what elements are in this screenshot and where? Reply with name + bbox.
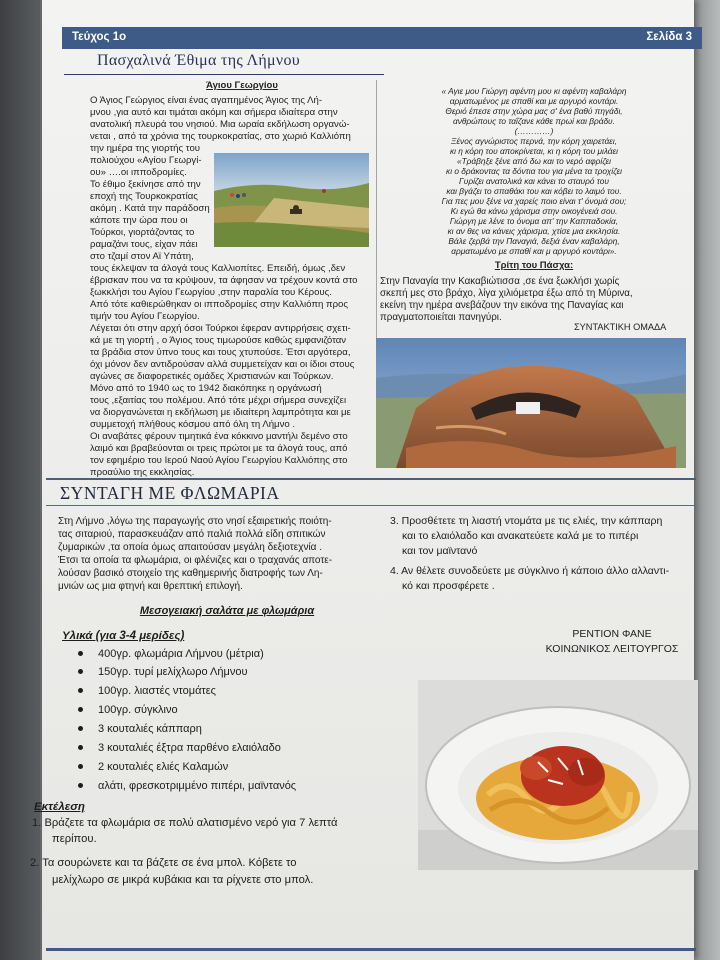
poem-line: Βάλε ζερβά την Παναγιά, δεξιά έναν καβαλάρη,: [448, 236, 620, 246]
para-line: Από τότε καθιερώθηκαν οι ιπποδρομίες στην Καλλιόπη προς: [90, 299, 348, 310]
para-line: τους ,εξαιτίας του πολέμου. Από τότε μέχρι σήμερα συνεχίζει: [90, 395, 347, 406]
background-desk-left: [0, 0, 40, 960]
para-line: Το έθιμο ξεκίνησε από την: [90, 179, 201, 190]
para-line: τα βράδια στον ύπνο τους και τους χτυπούσε. Έτσι αργότερα,: [90, 347, 351, 358]
ingredient-text: 100γρ. σύγκλινο: [98, 704, 178, 716]
intro-line: Έτσι τα οποία τα φλωμάρια, οι φλένιζες και ο τραχανάς αποτε-: [58, 555, 333, 566]
para-line: τον εφημέριο του Ιερού Ναού Αγίου Γεωργίου Καλλιόπης στο: [90, 455, 348, 466]
ingredient-item: [42, 760, 422, 776]
step-2-line: μελίχλωρο σε μικρά κυβάκια και τα ρίχνετε στο μπολ.: [52, 874, 314, 886]
author-role: ΚΟΙΝΩΝΙΚΟΣ ΛΕΙΤΟΥΡΓΟΣ: [545, 643, 679, 655]
bullet-dot-icon: [78, 651, 83, 656]
easter-tuesday-title: Τρίτη του Πάσχα:: [494, 260, 574, 271]
section-rule-bottom: [46, 505, 696, 506]
bullet-dot-icon: [78, 783, 83, 788]
ingredients-title: Υλικά (για 3-4 μερίδες): [62, 630, 185, 642]
ingredient-item: [42, 647, 422, 663]
para-line: Οι αναβάτες φέρουν τιμητικά ένα κόκκινο μαντήλι δεμένο στο: [90, 431, 348, 442]
bullet-dot-icon: [78, 688, 83, 693]
poem-line: «Τράβηξε ξένε από δω και το νερό αφρίζει: [456, 156, 612, 166]
para-line: μνου ,για αυτό και τιμάται ακόμη και σήμερα ιδιαίτερα στην: [90, 107, 338, 118]
intro-line: τας σιταριού, παρασκευάζαν από παλιά πολλά είδη σπιτικών: [58, 529, 326, 540]
step-4-line: 4. Αν θέλετε συνοδεύετε με σύγκλινο ή κάποιο άλλο αλλαντι-: [390, 565, 670, 577]
intro-line: λούσαν βασικό στοιχείο της καθημερινής διατροφής των Λη-: [58, 568, 323, 579]
poem-line: αρματωμένο με σπαθί και μ αργυρό κοντάρι».: [451, 246, 617, 256]
para-line: Ο Άγιος Γεώργιος είναι ένας αγαπημένος Άγιος της Λή-: [90, 95, 323, 106]
para-line: κά με τη γιορτή , ο Άγιος τους τιμωρούσε καθώς εμφανιζόταν: [90, 335, 347, 346]
pasta-dish-illustration: [418, 680, 698, 870]
section-rule-top: [46, 478, 696, 480]
para-line: προαύλιο της εκκλησίας.: [90, 467, 195, 478]
para-line: τιμήν του Αγίου Γεωργίου.: [90, 311, 200, 322]
para-line: νεται , από τα χρόνια της τουρκοκρατίας, στο χωριό Καλλιόπη: [90, 131, 351, 142]
para-line: ου» ….οι ιπποδρομίες.: [90, 167, 187, 178]
step-3-line: και τον μαϊντανό: [402, 545, 478, 557]
bullet-dot-icon: [78, 726, 83, 731]
page-header-band: [62, 27, 702, 49]
para-line: λαιμό και βραβεύονται οι τρεις πρώτοι με τα άλογά τους, από: [90, 443, 348, 454]
poem-line: κι ο δράκοντας τα δόντια του για μένα τα τροχίζει: [446, 166, 622, 176]
intro-line: μνιών ως μια φτηνή και θρεπτική επιλογή.: [58, 581, 243, 592]
para-line: πολιούχου «Αγίου Γεωργί-: [90, 155, 202, 166]
para-line: Λέγεται ότι στην αρχή όσοι Τούρκοι έφεραν αντιρρήσεις σχετι-: [90, 323, 351, 334]
bullet-dot-icon: [78, 707, 83, 712]
bullet-dot-icon: [78, 669, 83, 674]
ingredient-item: [42, 703, 422, 719]
bullet-dot-icon: [78, 745, 83, 750]
signature-editorial-team: ΣΥΝΤΑΚΤΙΚΗ ΟΜΑΔΑ: [574, 322, 667, 332]
poem-line: Κι εγώ θα κάνω χάρισμα στην οικογένειά σου.: [450, 206, 618, 216]
poem-line: και βγάζει το σπαθάκι του και κόβει το λαιμό του.: [446, 186, 622, 196]
para-line: αγώνες σε διαφορετικές ομάδες Χριστιανών και Τούρκων.: [90, 371, 334, 382]
para-line: Μόνο από το 1940 ως το 1942 διακόπηκε η οργάνωσή: [90, 383, 322, 394]
ingredient-item: [42, 741, 422, 757]
para-line: τους έκλεψαν τα άλογά τους Καλλιοπίτες. Επειδή, όμως ,δεν: [90, 263, 346, 274]
ingredient-item: [42, 779, 422, 795]
title-underline: [64, 74, 384, 75]
page-number: Σελίδα 3: [646, 31, 692, 43]
poem-line: Για πες μου ξένε να χαρείς ποιο είναι τ' όνομά σου;: [441, 196, 627, 206]
para-line: την ημέρα της γιορτής του: [90, 143, 201, 154]
rock-chapel-photo: [376, 338, 686, 468]
subtitle-agios-georgios: Άγιου Γεωργίου: [206, 80, 278, 91]
para-line: ξωκκλήσι του Αγίου Γεωργίου ,στην παραλία του Κέρους.: [90, 287, 332, 298]
horse-race-photo: [214, 153, 369, 247]
poem-line: Θεριό έπεσε στην χώρα μας σ' ένα βαθύ πηγάδι,: [445, 106, 623, 116]
ingredient-text: 2 κουταλιές ελιές Καλαμών: [98, 761, 229, 773]
easter-line: Στην Παναγία την Κακαβιώτισσα ,σε ένα ξωκλήσι χωρίς: [380, 276, 620, 287]
page-bottom-rule: [46, 948, 696, 951]
para-line: όχι μόνον δεν αντιδρούσαν αλλά συμμετείχαν και οι ίδιοι στους: [90, 359, 355, 370]
step-2-line: 2. Τα σουρώνετε και τα βάζετε σε ένα μπολ. Κόβετε το: [30, 857, 297, 869]
ingredient-text: 3 κουταλιές έξτρα παρθένο ελαιόλαδο: [98, 742, 281, 754]
ingredient-item: [42, 665, 422, 681]
poem-line: ανθρώπους το ταΐζανε κάθε πρωί και βράδυ.: [453, 116, 615, 126]
poem-line: κι η κόρη του αποκρίνεται, κι η κόρη του μιλάει: [449, 146, 619, 156]
para-line: να διοργανώνεται η εκδήλωση με ιδιαίτερη λαμπρότητα και με: [90, 407, 351, 418]
intro-line: Στη Λήμνο ,λόγω της παραγωγής στο νησί εξαιρετικής ποιότη-: [58, 516, 332, 527]
ingredient-item: [42, 722, 422, 738]
para-line: κάποτε την ώρα που οι: [90, 215, 188, 226]
step-3-line: και το ελαιόλαδο και ανακατεύετε καλά με το πιπέρι: [402, 530, 639, 542]
para-line: Τούρκοι, γιορτάζοντας το: [90, 227, 195, 238]
poem-line: Γυρίζει ανατολικά και κάνει το σταυρό του: [459, 176, 609, 186]
rock-chapel-illustration: [376, 338, 686, 468]
bullet-dot-icon: [78, 764, 83, 769]
method-title: Εκτέλεση: [34, 801, 85, 813]
author-name: ΡΕΝΤΙΟΝ ΦΑΝΕ: [572, 628, 652, 640]
ingredient-text: 3 κουταλιές κάππαρη: [98, 723, 202, 735]
ingredient-text: 150γρ. τυρί μελίχλωρο Λήμνου: [98, 666, 248, 678]
para-line: ραμαζάνι τους, είχαν πάει: [90, 239, 198, 250]
dish-title: Μεσογειακή σαλάτα με φλωμάρια: [139, 605, 315, 617]
para-line: στο τζαμί στον Αϊ Υπάτη,: [90, 251, 194, 262]
step-3-line: 3. Προσθέτετε τη λιαστή ντομάτα με τις ελιές, την κάππαρη: [390, 515, 663, 527]
ingredient-text: 100γρ. λιαστές ντομάτες: [98, 685, 216, 697]
para-line: έβρισκαν που να τα κρύψουν, τα άφησαν να τρέχουν κοντά στο: [90, 275, 358, 286]
step-4-line: κό και προσφέρετε .: [402, 580, 495, 592]
poem-line: Γιώργη με λένε το όνομα απ' την Καππαδοκία,: [449, 216, 619, 226]
newspaper-page: [30, 0, 694, 960]
ingredient-text: αλάτι, φρεσκοτριμμένο πιπέρι, μαϊντανός: [98, 780, 297, 792]
poem-line: Ξένος αγνώριστος περνά, την κόρη χαιρετάει,: [451, 136, 617, 146]
para-line: ανατολική πλευρά του νησιού. Μια ωραία εκδήλωση οργανώ-: [90, 119, 350, 130]
poem-line: κι αν θες να κάνεις χάρισμα, χτίσε μια εκκλησία.: [447, 226, 621, 236]
easter-line: σκεπή μες στο βράχο, λίγα χιλιόμετρα έξω από τη Μύρινα,: [380, 288, 633, 299]
step-1-line: περίπου.: [52, 833, 97, 845]
easter-line: εκείνη την ημέρα ανεβάζουν την εικόνα της Παναγίας και: [380, 300, 624, 311]
ingredient-text: 400γρ. φλωμάρια Λήμνου (μέτρια): [98, 648, 264, 660]
poem-line: (…………): [514, 126, 554, 136]
issue-label: Τεύχος 1ο: [72, 31, 127, 43]
pasta-dish-photo: [418, 680, 698, 870]
easter-line: πραγματοποιείται πανηγύρι.: [380, 312, 502, 323]
para-line: εποχή της Τουρκοκρατίας: [90, 191, 198, 202]
recipe-section-title: ΣΥΝΤΑΓΗ ΜΕ ΦΛΩΜΑΡΙΑ: [60, 483, 280, 503]
para-line: ακόμη . Κατά την παράδοση: [90, 203, 210, 214]
article-title: Πασχαλινά Έθιμα της Λήμνου: [97, 52, 300, 69]
intro-line: ζυμαρικών ,τα οποία όμως απαιτούσαν μεγάλη δεξιοτεχνία .: [58, 542, 323, 553]
ingredient-item: [42, 684, 422, 700]
horse-race-illustration: [214, 153, 369, 247]
poem-line: « Αγιε μου Γιώργη αφέντη μου κι αφέντη καβαλάρη: [441, 86, 627, 96]
para-line: συμμετοχή πλήθους κόσμου από όλη τη Λήμνο .: [90, 419, 296, 430]
poem-line: αρματωμένος με σπαθί και με αργυρό κοντάρι.: [449, 96, 619, 106]
step-1-line: 1. Βράζετε τα φλωμάρια σε πολύ αλατισμένο νερό για 7 λεπτά: [32, 817, 338, 829]
